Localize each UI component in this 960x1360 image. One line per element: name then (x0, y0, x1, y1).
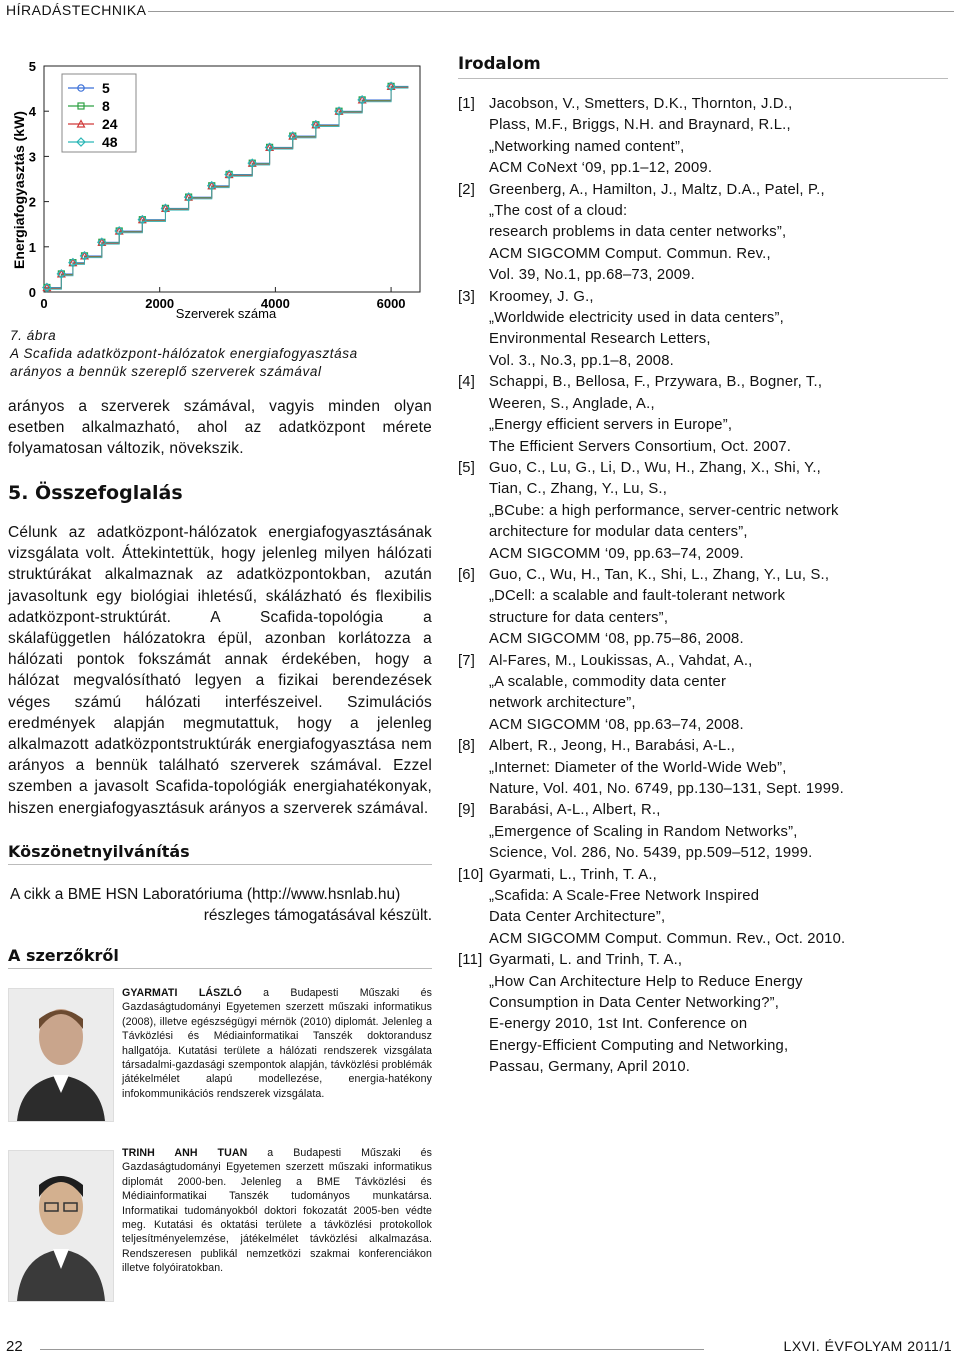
reference-line: Energy-Efficient Computing and Networking, (489, 1037, 789, 1054)
reference-line: Gyarmati, L. and Trinh, T. A., (489, 952, 683, 969)
reference-item (458, 950, 948, 1078)
y-axis-label: Energiafogyasztás (kW) (11, 111, 27, 269)
ack-line-2: részleges támogatásával készült. (203, 907, 432, 924)
bio-text-trinh: a Budapesti Műszaki és Gazdaságtudományi Egyetemen szerzett műszaki informatikus diplomát 2000-ben. Jelenleg a BME Távközlési és Médiainformatikai Tanszék tudományos munkatársa. Informatikai tudományokból doktori fokozatát 2005-ben védte meg. Kutatási és oktatási területe a távközlési protokollok teljesítményelemzése, játékelmélet távközlési alkalmazása. Rendszeresen publikál nemzetközi szakmai konferenciákon illetve folyóiratokban. (122, 1147, 432, 1275)
reference-line: Nature, Vol. 401, No. 6749, pp.130–131, Sept. 1999. (489, 781, 844, 797)
reference-line: ACM CoNext ‘09, pp.1–12, 2009. (489, 160, 713, 177)
header-rule (148, 11, 954, 12)
reference-line: Vol. 39, No.1, pp.68–73, 2009. (489, 267, 695, 284)
reference-number: [7] (458, 652, 476, 669)
authors-title: A szerzőkről (8, 946, 119, 965)
running-header (0, 0, 960, 22)
y-tick-label: 4 (28, 104, 36, 120)
reference-line: Barabási, A-L., Albert, R., (489, 802, 661, 819)
authors-rule (8, 968, 432, 969)
reference-line: „Energy efficient servers in Europe”, (489, 417, 733, 434)
author-photo-gyarmati (8, 988, 114, 1122)
y-tick-label: 1 (28, 239, 36, 255)
legend-label: 5 (102, 80, 110, 96)
reference-line: E-energy 2010, 1st Int. Conference on (489, 1016, 748, 1033)
reference-line: „BCube: a high performance, server-centric network (489, 502, 839, 519)
reference-line: The Efficient Servers Consortium, Oct. 2007. (489, 438, 792, 455)
y-tick-label: 3 (28, 149, 36, 165)
x-tick-label: 2000 (145, 296, 175, 311)
section-title: 5. Összefoglalás (8, 482, 183, 504)
reference-number: [6] (458, 566, 476, 583)
reference-item (458, 287, 948, 373)
ack-line-1: A cikk a BME HSN Laboratóriuma (http://www.hsnlab.hu) (10, 886, 401, 903)
y-tick-label: 2 (28, 194, 36, 210)
author-photo-trinh (8, 1150, 114, 1302)
reference-line: „Scafida: A Scale-Free Network Inspired (489, 888, 760, 905)
figure-caption (10, 327, 430, 381)
reference-item (458, 565, 948, 651)
summary-paragraph: Célunk az adatközpont-hálózatok energiafogyasztásának vizsgálata volt. Áttekintettük, hogy jelenleg milyen hálózati struktúrákat alkalmaznak az adatközpontokban, azután javasoltunk egy biológiai ihletésű, skálázható és flexibilis adatközpont-struktúrát. A Scafida-topológia a skálafüggetlen hálózatokra épül, azonban korlátozza a hálózati pontok fokszámát annak érdekében, hogy a hálózat megvalósítható legyen a fizikai berendezések véges számú hálózati interfészeivel. Szimulációs eredmények alapján megmutattuk, hogy a jelenleg alkalmazott adatközpontstruktúrák energiafogyasztása nem arányos a bennük található szerverek számával. Ezzel szemben a javasolt Scafida-topológiák energiahatékonyak, hiszen energiafogyasztásuk arányos a szerverek számával. (8, 524, 432, 817)
reference-line: structure for data centers”, (489, 609, 669, 626)
references-list (458, 94, 948, 1079)
page-number: 22 (6, 1338, 23, 1355)
ack-block (10, 884, 432, 926)
reference-line: Weeren, S., Anglade, A., (489, 395, 655, 412)
bio-trinh (122, 1146, 432, 1276)
volume-label: LXVI. ÉVFOLYAM 2011/1 (783, 1338, 952, 1354)
intro-paragraph: arányos a szerverek számával, vagyis minden olyan esetben alkalmazható, ahol az adatközpont mérete folyamatosan változik, növekszik. (8, 398, 432, 458)
reference-item (458, 865, 948, 951)
reference-number: [4] (458, 374, 476, 391)
reference-item (458, 736, 948, 800)
reference-line: network architecture”, (489, 695, 636, 712)
journal-name: HÍRADÁSTECHNIKA (6, 2, 147, 18)
reference-line: Vol. 3., No.3, pp.1–8, 2008. (489, 352, 674, 369)
page-footer (0, 1336, 960, 1360)
reference-line: research problems in data center networks”, (489, 224, 787, 241)
reference-line: Guo, C., Wu, H., Tan, K., Shi, L., Zhang, Y., Lu, S., (489, 566, 830, 583)
intro-paragraph-block (8, 396, 432, 460)
reference-line: Guo, C., Lu, G., Li, D., Wu, H., Zhang, X., Shi, Y., (489, 459, 821, 476)
reference-number: [2] (458, 181, 476, 198)
y-tick-label: 5 (28, 59, 36, 74)
reference-item (458, 800, 948, 864)
reference-line: ACM SIGCOMM ‘08, pp.75–86, 2008. (489, 631, 744, 648)
reference-line: Kroomey, J. G., (489, 288, 594, 305)
bio-text-gyarmati: a Budapesti Műszaki és Gazdaságtudományi Egyetemen szerzett műszaki informatikus (2008), illetve egészségügyi mérnök (2010) diplomát. Jelenleg a Távközlési és Médiainformatikai Tanszék doktorandusz hallgatója. Kutatási területe a hálózati rendszerek vizsgálata társadalmi-gazdasági szempontok alapján, távközlési problémák játékelmélet alapú modellezése, energia-hatékony infokommunikációs rendszerek vizsgálata. (122, 987, 432, 1100)
reference-number: [1] (458, 96, 476, 112)
reference-item (458, 372, 948, 458)
footer-rule (40, 1349, 704, 1350)
reference-line: „How Can Architecture Help to Reduce Energy (489, 973, 803, 990)
reference-line: Jacobson, V., Smetters, D.K., Thornton, J.D., (489, 96, 793, 112)
references-rule (458, 78, 948, 79)
author-name-trinh: TRINH ANH TUAN (122, 1147, 248, 1159)
legend-label: 24 (102, 116, 118, 132)
portrait-icon (9, 989, 113, 1121)
reference-line: ACM SIGCOMM ‘08, pp.63–74, 2008. (489, 716, 744, 733)
reference-line: Data Center Architecture”, (489, 909, 666, 926)
x-tick-label: 0 (40, 296, 48, 311)
legend-box (62, 74, 136, 152)
reference-line: „DCell: a scalable and fault-tolerant network (489, 588, 786, 605)
reference-item (458, 458, 948, 565)
portrait-icon (9, 1151, 113, 1301)
reference-line: Tian, C., Zhang, Y., Lu, S., (489, 481, 668, 498)
summary-block (8, 522, 432, 819)
reference-line: „Internet: Diameter of the World-Wide Web”, (489, 759, 787, 776)
reference-line: Albert, R., Jeong, H., Barabási, A-L., (489, 738, 736, 755)
reference-item (458, 94, 948, 180)
reference-line: ACM SIGCOMM Comput. Commun. Rev., (489, 245, 771, 262)
references-title: Irodalom (458, 54, 541, 73)
legend-label: 48 (102, 134, 118, 150)
reference-line: Science, Vol. 286, No. 5439, pp.509–512, 1999. (489, 845, 813, 862)
reference-line: Environmental Research Letters, (489, 331, 711, 348)
reference-line: ACM SIGCOMM Comput. Commun. Rev., Oct. 2010. (489, 930, 846, 947)
reference-line: „A scalable, commodity data center (489, 673, 727, 690)
reference-line: „Worldwide electricity used in data centers”, (489, 310, 784, 327)
reference-line: „Emergence of Scaling in Random Networks”, (489, 823, 798, 840)
reference-line: Greenberg, A., Hamilton, J., Maltz, D.A., Patel, P., (489, 181, 825, 198)
y-tick-label: 0 (28, 285, 36, 300)
reference-number: [3] (458, 288, 476, 305)
ack-title: Köszönetnyilvánítás (8, 842, 190, 861)
author-name-gyarmati: GYARMATI LÁSZLÓ (122, 987, 242, 999)
energy-chart-svg (0, 52, 430, 322)
reference-number: [10] (458, 866, 484, 883)
bio-gyarmati (122, 986, 432, 1101)
energy-chart (0, 52, 430, 322)
reference-line: Passau, Germany, April 2010. (489, 1059, 691, 1076)
reference-line: Plass, M.F., Briggs, N.H. and Braynard, R.L., (489, 117, 791, 134)
reference-number: [11] (458, 952, 483, 969)
reference-item (458, 651, 948, 737)
x-tick-label: 6000 (376, 296, 406, 311)
reference-line: Schappi, B., Bellosa, F., Przywara, B., Bogner, T., (489, 374, 823, 391)
reference-line: Al-Fares, M., Loukissas, A., Vahdat, A., (489, 652, 753, 669)
caption-text-1: A Scafida adatközpont-hálózatok energiafogyasztása (10, 346, 358, 361)
ack-rule (8, 864, 432, 865)
legend-label: 8 (102, 98, 110, 114)
reference-number: [9] (458, 802, 476, 819)
reference-number: [8] (458, 738, 476, 755)
caption-text-2: arányos a bennük szereplő szerverek számával (10, 364, 322, 379)
reference-line: Consumption in Data Center Networking?”, (489, 995, 780, 1012)
reference-line: „Networking named content”, (489, 138, 685, 155)
x-tick-label: 4000 (260, 296, 290, 311)
caption-number: 7. ábra (10, 328, 57, 343)
reference-line: Gyarmati, L., Trinh, T. A., (489, 866, 657, 883)
x-axis-label: Szerverek száma (175, 306, 277, 321)
reference-item (458, 180, 948, 287)
reference-line: ACM SIGCOMM ‘09, pp.63–74, 2009. (489, 545, 744, 562)
reference-number: [5] (458, 459, 476, 476)
reference-line: architecture for modular data centers”, (489, 524, 748, 541)
reference-line: „The cost of a cloud: (489, 203, 628, 220)
